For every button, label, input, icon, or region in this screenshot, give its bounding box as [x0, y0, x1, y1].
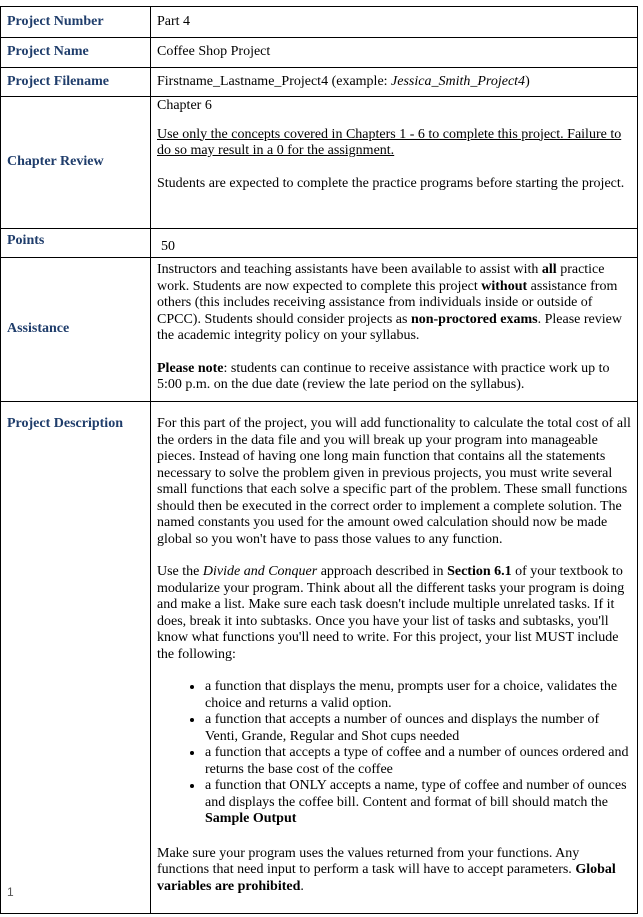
project-filename-label: Project Filename — [1, 68, 151, 97]
filename-example: Jessica_Smith_Project4 — [391, 73, 526, 89]
project-name-value: Coffee Shop Project — [151, 38, 638, 68]
points-label: Points — [1, 229, 151, 258]
project-description-value — [151, 402, 638, 914]
project-name-label: Project Name — [1, 38, 151, 68]
practice-note: Students are expected to complete the practice programs before starting the project. — [157, 175, 625, 191]
assistance-note: Please note: students can continue to receive assistance with practice work up to 5:00 p.m. on the due date (review the late period on the syllabus). — [157, 360, 610, 392]
filename-close: ) — [525, 73, 530, 89]
assistance-label: Assistance — [1, 258, 151, 402]
assistance-paragraph: Instructors and teaching assistants have been available to assist with all practice work. Students are now expected to complete this project without assistance from others (this includes receiving assistance from individuals inside or outside of CPCC). Students should consider projects as non-proctored exams. Please review the academic integrity policy on your syllabus. — [157, 262, 622, 343]
list-item: • a function that displays the menu, prompts user for a choice, validates the choice and returns a valid option. — [204, 679, 631, 712]
description-paragraph-2: Use the Divide and Conquer approach described in Section 6.1 of your textbook to modularize your program. Think about all the different tasks your program is doing and make a list. Make sure each task doesn't include multiple unrelated tasks. If it does, break it into subtasks. Once you have your list of tasks and subtasks, you'll know what functions you'll need to write. For this project, your list MUST include the following: — [157, 564, 625, 662]
requirements-list — [157, 679, 631, 828]
description-paragraph-1: For this part of the project, you will add functionality to calculate the total cost of all the orders in the data file and you will break up your program into manageable pieces. Instead of having one long main function that contains all the statements necessary to solve the problem given in previous projects, you must write several small functions that each solve a specific part of the problem. These small functions should then be executed in the correct order to implement a complete solution. The named constants you used for the amount owed calculation should now be made global so you won't have to pass those values to any function. — [157, 416, 631, 547]
project-number-label: Project Number — [1, 7, 151, 38]
project-description-label: Project Description — [1, 402, 151, 914]
filename-text: Firstname_Lastname_Project4 (example: — [157, 73, 392, 89]
assistance-value — [151, 258, 638, 402]
points-value: 50 — [151, 229, 638, 258]
chapter-review-label: Chapter Review — [1, 97, 151, 229]
project-number-value: Part 4 — [151, 7, 638, 38]
chapter-warning: Use only the concepts covered in Chapters 1 - 6 to complete this project. Failure to do so may result in a 0 for the assignment. — [157, 126, 622, 158]
list-item: • a function that ONLY accepts a name, type of coffee and number of ounces and displays the coffee bill. Content and format of bill should match the Sample Output — [204, 778, 631, 828]
description-paragraph-3: Make sure your program uses the values returned from your functions. Any functions that need input to perform a task will have to accept parameters. Global variables are prohibited. — [157, 845, 616, 894]
chapter-number: Chapter 6 — [157, 98, 212, 113]
project-filename-value — [151, 68, 638, 97]
list-item: • a function that accepts a number of ounces and displays the number of Venti, Grande, Regular and Shot cups needed — [204, 712, 631, 745]
chapter-review-value — [151, 97, 638, 229]
list-item: • a function that accepts a type of coffee and a number of ounces ordered and returns the base cost of the coffee — [204, 745, 631, 778]
page-number: 1 — [7, 885, 14, 899]
project-info-table — [0, 6, 638, 914]
